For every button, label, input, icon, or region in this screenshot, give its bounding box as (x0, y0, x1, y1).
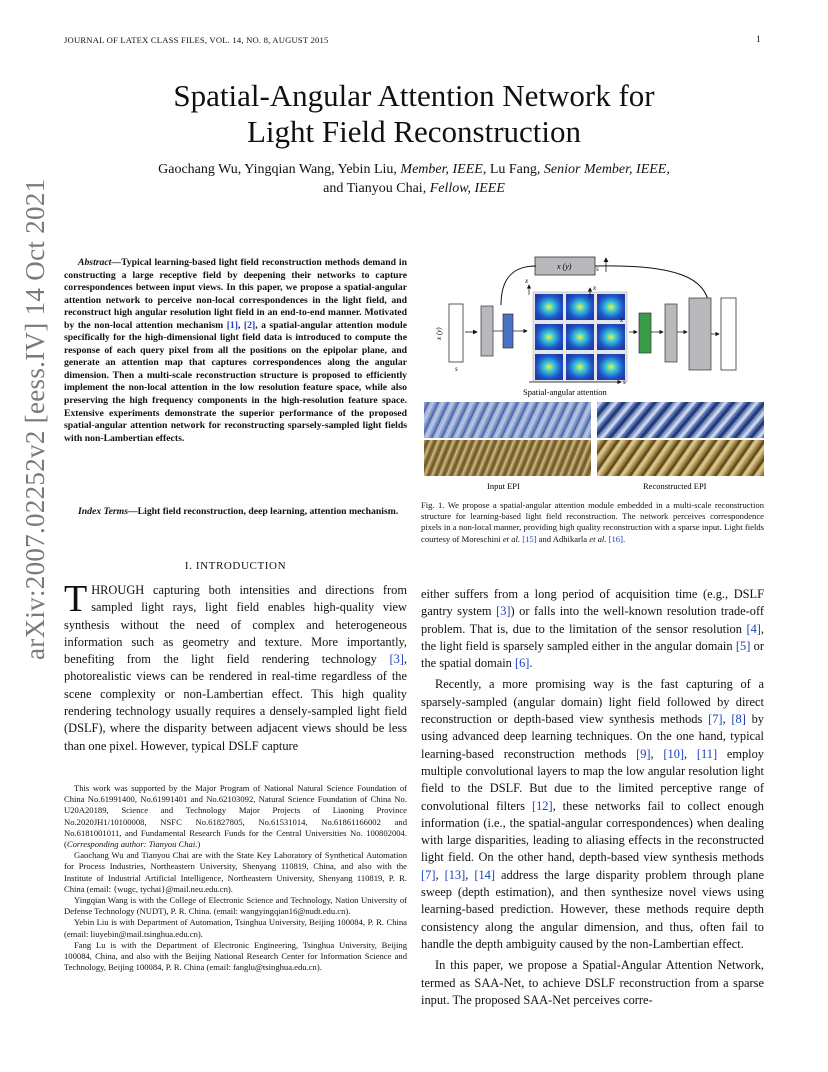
label-xy-top: x (y) (557, 262, 572, 271)
abstract-sep: , (238, 319, 244, 331)
section-heading: I. INTRODUCTION (184, 560, 287, 572)
abstract-lead: Abstract (78, 257, 112, 268)
p2-text: , these networks fail to collect enough information (i.e., the spatial-angular correspondences) when dealing with large disparities, leading to aliasing effects in the reconstructed light field. On the other hand, depth-based view synthesis methods (421, 798, 765, 865)
dropcap: T (64, 578, 88, 620)
authors-e: and Tianyou Chai, (323, 181, 430, 196)
label-x-2: x (593, 284, 597, 292)
input-block (449, 304, 463, 362)
decoder-block-2 (665, 304, 677, 362)
p1-text: or the spatial domain (421, 638, 764, 671)
footnote-corresponding: Corresponding author: Tianyou Chai. (66, 839, 198, 850)
paragraph-3 (421, 957, 764, 1009)
citation-link[interactable]: [1] (226, 319, 238, 331)
authors-b: Member, IEEE, (400, 162, 487, 177)
citation-link[interactable]: [3] (389, 652, 404, 667)
figure-caption (421, 500, 764, 545)
paper-title (0, 78, 828, 150)
abstract (64, 257, 407, 445)
label-xy-left: x (y) (435, 327, 443, 340)
p1-text: , the light field is sparsely sampled either in the angular domain (421, 621, 764, 653)
label-s-left: s (455, 365, 458, 373)
citation-link[interactable]: [16] (608, 533, 623, 544)
citation-link[interactable]: [15] (522, 533, 537, 544)
decoder-block-3 (689, 298, 711, 370)
citation-link[interactable]: [14] (474, 867, 496, 882)
footnote-affiliation-4: Fang Lu is with the Department of Electronic Engineering, Tsinghua University, Beijing 100084, China, and also with the Beijing National Research Center for Information Science and Technology, Beijing 100084, P. R. China (email: fanglu@tsinghua.edu.cn). (64, 939, 407, 973)
citation-link[interactable]: [4] (746, 621, 761, 636)
citation-link[interactable]: [9] (636, 746, 651, 761)
authors-d: Senior Member, IEEE, (543, 162, 670, 177)
page-number: 1 (756, 35, 761, 45)
intro-text-1: HROUGH capturing both intensities and directions from sampled light rays, light field enables high-quality view synthesis without the need of complex and heterogeneous information such as geometry and texture. More importantly, benefiting from the light field rendering technology (64, 583, 407, 667)
citation-link[interactable]: [2] (243, 319, 256, 331)
label-x-1: x (525, 277, 529, 285)
citation-link[interactable]: [8] (731, 712, 746, 727)
authors-f: Fellow, IEEE (429, 181, 505, 196)
title-line-1: Spatial-Angular Attention Network for (173, 78, 655, 113)
encoder-block-1 (481, 306, 493, 356)
citation-link[interactable]: [12] (531, 798, 553, 813)
footnote-funding-end: ) (197, 839, 201, 850)
decoder-block-1 (639, 313, 651, 353)
authors-c: Lu Fang, (486, 162, 544, 177)
p2-text: , (684, 746, 697, 761)
label-s-top: s (596, 265, 599, 273)
p2-text: by using advanced deep learning techniques. On the one hand, typical learning-based reconstruction methods (421, 712, 764, 761)
figure-1 (421, 250, 766, 495)
arxiv-stamp: arXiv:2007.02252v2 [eess.IV] 14 Oct 2021 (20, 178, 50, 660)
p2-text: , (435, 867, 445, 882)
paragraph-2 (421, 676, 764, 953)
citation-link[interactable]: [10] (663, 746, 685, 761)
right-column-body (421, 586, 764, 1009)
citation-link[interactable]: [11] (696, 746, 718, 761)
label-input-epi: Input EPI (487, 481, 520, 491)
citation-link[interactable]: [13] (444, 867, 466, 882)
caption-text-3: . (622, 533, 626, 544)
p1-text: ) or falls into the well-known resolution trade-off problem. That is, due to the limitation of the sensor resolution (421, 604, 764, 636)
label-s-mid: s (623, 378, 626, 386)
citation-link[interactable]: [7] (708, 712, 723, 727)
p2-text: address the large disparity problem through plane sweep (depth estimation), and then synthesize novel views using learning-based prediction. However, these methods require depth consistency along the angular dimension, and thus, often fail to handle the depth ambiguity caused by the non-Lambertian effect. (421, 867, 764, 951)
author-line-1 (0, 160, 828, 179)
caption-et-al-1: et al. (502, 533, 521, 544)
p2-text: , (465, 867, 475, 882)
intro-text-2: , photorealistic views can be rendered in real-time regardless of the scene complexity or non-Lambertian effect. This high quality rendering technology usually requires a densely-sampled light field (DSLF), where the disparity between adjacent views should be less than one pixel. However, typical DSLF capture (64, 652, 407, 753)
footnote-affiliation-1: Gaochang Wu and Tianyou Chai are with the State Key Laboratory of Synthetical Automation for Process Industries, Northeastern University, Shenyang 110819, China, and also with the Institute of Industrial Artificial Intelligence, Northeastern University, Shenyang 110819, P. R. China (email: {wugc, tychai}@mail.neu.edu.cn). (64, 850, 407, 894)
index-terms-lead: Index Terms (78, 506, 128, 517)
authors-a: Gaochang Wu, Yingqian Wang, Yebin Liu, (158, 162, 401, 177)
attention-map-grid (533, 292, 627, 382)
intro-paragraph (64, 578, 407, 755)
abstract-text-2: , a spatial-angular attention module specifically for the high-dimensional light field data is introduced to compute the response of each query pixel from all the positions on the epipolar plane, and generate an attention map that captures correspondences along the angular dimension. Then a multi-scale reconstruction structure is proposed to efficiently implement the non-local attention in the low resolution feature space, while also preserving the high frequency components in the high-resolution feature space. Extensive experiments demonstrate the superior performance of the proposed spatial-angular attention network for reconstructing sparsely-sampled light fields with non-Lambertian effects. (64, 319, 407, 444)
label-x-3: x (620, 316, 624, 324)
reconstructed-epi-image (597, 402, 764, 476)
footnote-funding-text: This work was supported by the Major Program of National Natural Science Foundation of China No.61991400, No.61991401 and No.62103092, Natural Science Foundation of China No. U20A20189, Science and Technology Major Projects of Liaoning Province No.2020JH1/10100008, NSFC No.61827805, No.61531014, No.61861166002 and No.6181001011, and Fundamental Research Funds for the Central Universities No. 100802004. ( (64, 783, 407, 850)
running-header: JOURNAL OF LATEX CLASS FILES, VOL. 14, NO. 8, AUGUST 2015 (64, 35, 329, 45)
output-block (721, 298, 736, 370)
citation-link[interactable]: [7] (421, 867, 436, 882)
title-line-2: Light Field Reconstruction (246, 114, 582, 149)
footnote-affiliation-2: Yingqian Wang is with the College of Electronic Science and Technology, Nation University of Defense Technology (NUDT), P. R. China. (email: wangyingqian16@nudt.edu.cn). (64, 895, 407, 917)
label-reconstructed-epi: Reconstructed EPI (643, 481, 707, 491)
footnote-affiliation-3: Yebin Liu is with Department of Automation, Tsinghua University, Beijing 100084, P. R. China (email: liuyebin@mail.tsinghua.edu.cn). (64, 917, 407, 939)
citation-link[interactable]: [6] (514, 656, 530, 671)
label-attention: Spatial-angular attention (523, 387, 607, 397)
abstract-text-1: —Typical learning-based light field reconstruction methods demand in constructing a large receptive field by deepening their networks to capture correspondences between input views. In this paper, we propose a spatial-angular attention network to perceive non-local correspondences in the light field, and reconstruct high angular resolution light field in an end-to-end manner. Motivated by the non-local attention mechanism (64, 257, 407, 331)
caption-text-2: and Adhikarla (536, 533, 590, 544)
input-epi-image (424, 402, 591, 476)
p1-text: either suffers from a long period of acquisition time (e.g., DSLF gantry system (421, 587, 764, 619)
p2-text: Recently, a more promising way is the fast capturing of a sparsely-sampled (angular domain) light field followed by direct reconstruction or depth-based view synthesis methods (421, 677, 764, 727)
p3-text: In this paper, we propose a Spatial-Angular Attention Network, termed as SAA-Net, to achieve DSLF reconstruction from a sparse input. The proposed SAA-Net perceives corre- (421, 958, 764, 1007)
author-list (0, 160, 828, 198)
author-line-2 (0, 179, 828, 198)
index-terms-text: —Light field reconstruction, deep learning, attention mechanism. (127, 506, 399, 517)
index-terms (64, 506, 407, 519)
citation-link[interactable]: [5] (735, 638, 751, 653)
footnote-funding (64, 783, 407, 850)
p1-text: . (529, 656, 533, 671)
encoder-block-2 (503, 314, 513, 348)
paragraph-1 (421, 586, 764, 672)
caption-et-al-2: et al. (589, 533, 607, 544)
citation-link[interactable]: [3] (496, 604, 511, 619)
p2-text: employ multiple convolutional layers to map the low angular resolution light field to the DSLF. But due to the limited perceptive range of convolutional filters (421, 746, 764, 813)
p2-text: , (722, 712, 732, 727)
p2-text: , (650, 746, 664, 761)
footnotes (64, 783, 407, 973)
caption-text-1: Fig. 1. We propose a spatial-angular attention module embedded in a multi-scale reconstruction structure for learning-based light field reconstruction. The network perceives correspondence pixels in a non-local manner, providing high quality reconstruction with a sparse input. Light fields courtesy of Moreschini (421, 500, 764, 544)
